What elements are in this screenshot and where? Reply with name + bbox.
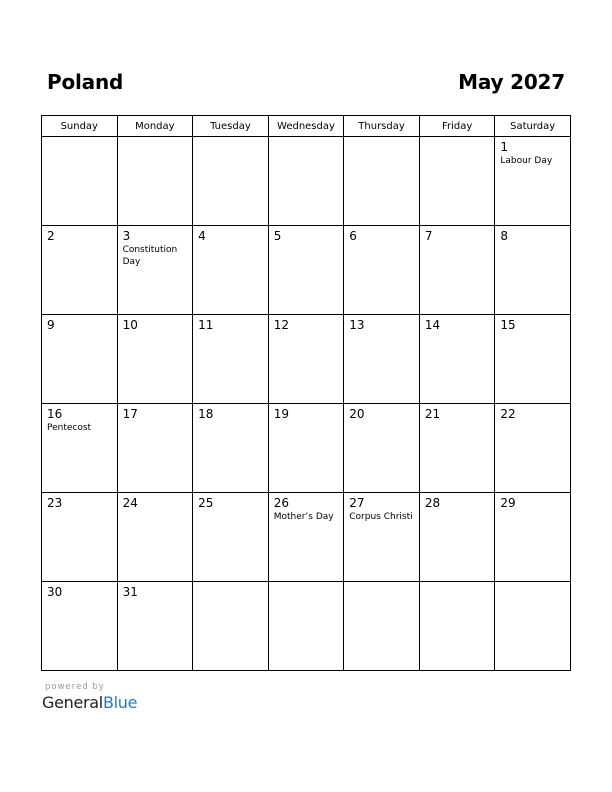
day-cell — [268, 137, 344, 226]
day-cell — [419, 493, 495, 582]
day-number: 3 — [122, 229, 131, 243]
week-row — [42, 404, 571, 493]
weekday-thursday: Thursday — [344, 116, 420, 137]
brand-general: General — [42, 693, 103, 712]
day-cell — [268, 404, 344, 493]
weekday-saturday: Saturday — [495, 116, 571, 137]
day-cell — [193, 404, 269, 493]
day-number: 6 — [349, 229, 357, 243]
day-number: 5 — [273, 229, 282, 243]
day-cell — [193, 493, 269, 582]
day-cell — [268, 315, 344, 404]
weekday-sunday: Sunday — [42, 116, 118, 137]
day-number: 25 — [198, 496, 214, 510]
day-cell — [268, 493, 344, 582]
day-cell — [344, 226, 420, 315]
holiday-label: Mother’s Day — [273, 512, 334, 522]
week-row — [42, 582, 571, 671]
day-number: 23 — [47, 496, 63, 510]
week-row — [42, 493, 571, 582]
weekday-wednesday: Wednesday — [268, 116, 344, 137]
day-cell — [42, 404, 118, 493]
day-cell — [344, 404, 420, 493]
day-cell — [117, 404, 193, 493]
day-number: 10 — [122, 318, 138, 332]
month-title: May 2027 — [458, 70, 565, 94]
day-number: 2 — [47, 229, 55, 243]
day-cell — [419, 226, 495, 315]
day-number: 11 — [198, 318, 214, 332]
day-cell — [495, 226, 571, 315]
day-cell — [268, 582, 344, 671]
day-number: 16 — [47, 407, 63, 421]
day-number: 15 — [500, 318, 516, 332]
day-cell — [117, 226, 193, 315]
day-cell — [193, 315, 269, 404]
day-number: 29 — [500, 496, 516, 510]
day-number: 17 — [122, 407, 138, 421]
holiday-label: Labour Day — [500, 156, 553, 166]
day-cell — [117, 493, 193, 582]
day-number: 8 — [500, 229, 509, 243]
calendar-grid — [41, 115, 571, 671]
day-cell — [419, 404, 495, 493]
day-cell — [193, 582, 269, 671]
weekday-monday: Monday — [117, 116, 193, 137]
day-cell — [344, 137, 420, 226]
day-cell — [419, 582, 495, 671]
day-cell — [495, 315, 571, 404]
day-cell — [193, 226, 269, 315]
day-cell — [419, 137, 495, 226]
day-number: 1 — [500, 140, 509, 154]
day-number: 18 — [198, 407, 214, 421]
day-cell — [42, 226, 118, 315]
day-number: 31 — [122, 585, 138, 599]
weekday-friday: Friday — [419, 116, 495, 137]
day-number: 27 — [349, 496, 365, 510]
day-cell — [42, 493, 118, 582]
day-number: 4 — [198, 229, 206, 243]
day-number: 19 — [273, 407, 289, 421]
holiday-label: Pentecost — [47, 423, 92, 433]
weekday-header-row — [42, 116, 571, 137]
week-row — [42, 137, 571, 226]
day-cell — [117, 582, 193, 671]
day-cell — [495, 582, 571, 671]
day-cell — [193, 137, 269, 226]
generalblue-logo — [42, 693, 137, 712]
day-cell — [344, 493, 420, 582]
powered-by-label: powered by — [45, 682, 105, 692]
day-cell — [42, 582, 118, 671]
day-cell — [42, 137, 118, 226]
day-cell — [344, 582, 420, 671]
day-cell — [495, 137, 571, 226]
holiday-label: Corpus Christi — [349, 512, 413, 522]
day-number: 13 — [349, 318, 365, 332]
holiday-label: Constitution Day — [122, 245, 178, 267]
day-number: 24 — [122, 496, 138, 510]
day-number: 28 — [424, 496, 441, 510]
day-number: 9 — [47, 318, 55, 332]
day-cell — [42, 315, 118, 404]
day-number: 7 — [424, 229, 433, 243]
day-number: 20 — [349, 407, 365, 421]
day-cell — [117, 315, 193, 404]
day-cell — [495, 404, 571, 493]
day-number: 22 — [500, 407, 516, 421]
day-number: 21 — [424, 407, 441, 421]
brand-blue: Blue — [102, 693, 138, 712]
day-cell — [495, 493, 571, 582]
day-cell — [268, 226, 344, 315]
country-title: Poland — [47, 70, 124, 94]
day-number: 26 — [273, 496, 289, 510]
day-number: 14 — [424, 318, 441, 332]
calendar-body — [42, 137, 571, 671]
day-number: 12 — [273, 318, 289, 332]
week-row — [42, 226, 571, 315]
day-cell — [117, 137, 193, 226]
week-row — [42, 315, 571, 404]
weekday-tuesday: Tuesday — [193, 116, 269, 137]
day-cell — [344, 315, 420, 404]
day-number: 30 — [47, 585, 63, 599]
day-cell — [419, 315, 495, 404]
